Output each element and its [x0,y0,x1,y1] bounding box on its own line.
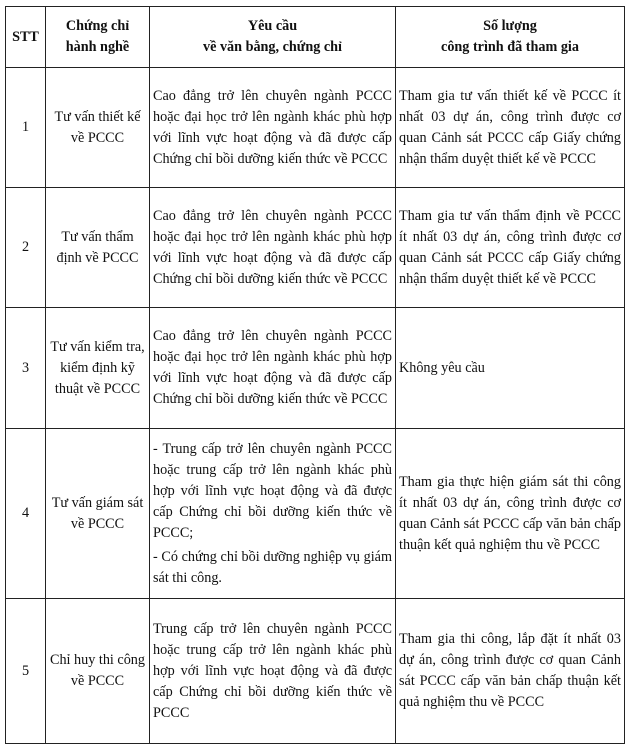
header-quantity [396,7,625,68]
certificate-requirements-table [5,6,625,744]
header-certificate-line: Chứng chỉ [65,18,130,34]
requirement-paragraph: Cao đẳng trở lên chuyên ngành PCCC hoặc đại học trở lên ngành khác phù hợp với lĩnh vực hoạt động và đã được cấp Chứng chỉ bồi dưỡng kiến thức về PCCC [153,207,392,287]
header-stt: STT [6,7,46,68]
row-stt: 4 [6,429,46,599]
row-quantity: Tham gia thực hiện giám sát thi công ít nhất 03 dự án, công trình được cơ quan Cảnh sát PCCC cấp văn bản chấp thuận kết quả nghiệm thu về PCCC [396,429,625,599]
row-stt: 5 [6,599,46,744]
row-requirement [150,308,396,429]
table-row [6,188,625,308]
header-requirement-line: Yêu cầu [247,18,298,34]
table-row [6,599,625,744]
header-certificate-line: hành nghề [65,39,130,55]
row-quantity: Không yêu cầu [396,308,625,429]
table-header-row [6,7,625,68]
table-row [6,308,625,429]
header-quantity-line: Số lượng [483,18,537,34]
row-stt: 1 [6,68,46,188]
row-quantity: Tham gia tư vấn thẩm định về PCCC ít nhất 03 dự án, công trình được cơ quan Cảnh sát PCCC cấp Giấy chứng nhận thẩm duyệt thiết kế về PCCC [396,188,625,308]
header-certificate [46,7,150,68]
header-quantity-line: công trình đã tham gia [441,39,579,55]
row-requirement [150,188,396,308]
requirement-paragraph: - Trung cấp trở lên chuyên ngành PCCC hoặc trung cấp trở lên ngành khác phù hợp với lĩnh vực hoạt động và đã được cấp Chứng chỉ bồi dưỡng kiến thức về PCCC; [153,440,392,541]
requirement-paragraph: Trung cấp trở lên chuyên ngành PCCC hoặc trung cấp trở lên ngành khác phù hợp với lĩnh vực hoạt động và đã được cấp Chứng chỉ bồi dưỡng kiến thức về PCCC [153,620,392,721]
row-requirement [150,599,396,744]
table-row [6,429,625,599]
requirement-paragraph: Cao đẳng trở lên chuyên ngành PCCC hoặc đại học trở lên ngành khác phù hợp với lĩnh vực hoạt động và đã được cấp Chứng chỉ bồi dưỡng kiến thức về PCCC [153,87,392,167]
header-requirement-line: về văn bằng, chứng chỉ [203,39,342,55]
row-certificate: Tư vấn thẩm định về PCCC [46,188,150,308]
row-requirement [150,429,396,599]
row-certificate: Tư vấn thiết kế về PCCC [46,68,150,188]
table-row [6,68,625,188]
row-quantity: Tham gia tư vấn thiết kế về PCCC ít nhất 03 dự án, công trình được cơ quan Cảnh sát PCCC cấp Giấy chứng nhận thẩm duyệt thiết kế về PCCC [396,68,625,188]
row-quantity: Tham gia thi công, lắp đặt ít nhất 03 dự án, công trình được cơ quan Cảnh sát PCCC cấp văn bản chấp thuận kết quả nghiệm thu về PCCC [396,599,625,744]
row-certificate: Chỉ huy thi công về PCCC [46,599,150,744]
row-certificate: Tư vấn giám sát về PCCC [46,429,150,599]
requirement-paragraph: - Có chứng chỉ bồi dưỡng nghiệp vụ giám sát thi công. [153,548,392,586]
header-requirement [150,7,396,68]
row-stt: 3 [6,308,46,429]
row-stt: 2 [6,188,46,308]
row-certificate: Tư vấn kiểm tra, kiểm định kỹ thuật về PCCC [46,308,150,429]
requirement-paragraph: Cao đẳng trở lên chuyên ngành PCCC hoặc đại học trở lên ngành khác phù hợp với lĩnh vực hoạt động và đã được cấp Chứng chỉ bồi dưỡng kiến thức về PCCC [153,328,392,407]
row-requirement [150,68,396,188]
